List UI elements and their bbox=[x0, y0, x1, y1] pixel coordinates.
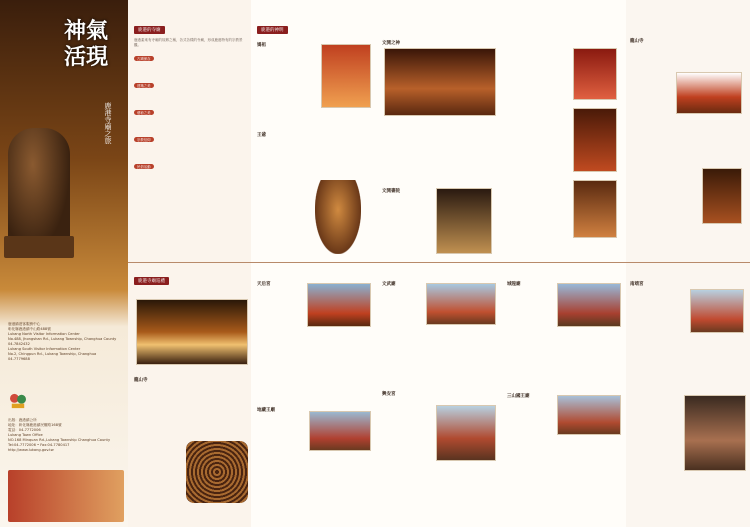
intro-body: 鹿港素來有寺廟的故鄉之稱，各式各樣的寺廟，形成鹿港特有的宗教景觀。 bbox=[134, 38, 243, 48]
god-figure-photo bbox=[573, 108, 617, 172]
wangye-statue-photo bbox=[315, 180, 361, 254]
sanshan-temple-photo bbox=[557, 395, 621, 435]
longshan-temple-photo bbox=[676, 72, 742, 114]
octagonal-ceiling-photo bbox=[186, 441, 248, 503]
tour-panel: 鹿港寺廟巡禮 龍山寺 bbox=[128, 263, 251, 527]
temple-details-panel bbox=[501, 0, 626, 262]
visitor-center-info: 鹿港鎮遊客服務中心 彰化縣鹿港鎮中山路488號 Lukang North Visitor Information Center No.488, Jhongshan Rd., Lukang Township, Changhua County 04-7842432 Lukang South Visitor Information Center No.2, Chingpun Rd., Lukang Township, Changhua 04-7779688 bbox=[8, 322, 117, 361]
street-temple-photo bbox=[684, 395, 746, 471]
longshan-statue-photo bbox=[702, 168, 742, 224]
town-logo-icon bbox=[9, 393, 27, 409]
chenghuang-temple-photo bbox=[557, 283, 621, 327]
tianhou-temple-photo bbox=[307, 283, 371, 327]
xingan-temple-photo bbox=[436, 405, 496, 461]
brochure-subtitle: 鹿港寺廟之旅 bbox=[104, 102, 112, 144]
dizang-temple-photo bbox=[309, 411, 371, 451]
nanjing-panel: 南靖宮 bbox=[626, 263, 750, 527]
shrine-interior-photo bbox=[384, 48, 496, 116]
longshan-panel: 龍山寺 bbox=[626, 0, 750, 262]
nanjing-temple-photo bbox=[690, 289, 744, 333]
temples-intro-panel bbox=[128, 0, 251, 262]
wenchang-statue-photo bbox=[436, 188, 492, 254]
altar-photo bbox=[573, 48, 617, 100]
stone-lion-base bbox=[4, 236, 74, 258]
publisher-info: 出版：鹿港鎮公所 地址：彰化縣鹿港鎮民權路168號 電話：04-7772006 Lukang Town Office NO.168 Minquan Rd.,Lukang Township Changhua County Tel:04-7772006 • Fax:04-7780417 http://www.lukang.gov.tw bbox=[8, 418, 111, 452]
wenkai-panel: 文開之神 文開書院 bbox=[376, 0, 501, 262]
temple-night-photo bbox=[136, 299, 248, 365]
stone-lion-photo bbox=[8, 128, 70, 250]
intro-tags: 古蹟保存 建築之美 藝術之美 宗教信仰 民俗活動 bbox=[134, 56, 245, 169]
gods-panel: 鹿港的神明 媽祖 王爺 bbox=[251, 0, 376, 262]
section-header: 鹿港的寺廟 bbox=[134, 26, 165, 34]
festival-photo bbox=[8, 470, 124, 522]
tianhou-panel: 天后宮 地藏王廟 bbox=[251, 263, 376, 527]
seated-god-photo bbox=[573, 180, 617, 238]
chenghuang-panel: 城隍廟 三山國王廟 bbox=[501, 263, 626, 527]
mazu-photo bbox=[321, 44, 371, 108]
wenwu-temple-photo bbox=[426, 283, 496, 325]
wenwu-panel: 文武廟 興安宮 bbox=[376, 263, 501, 527]
brochure-title: 神氣活現 bbox=[64, 18, 109, 70]
